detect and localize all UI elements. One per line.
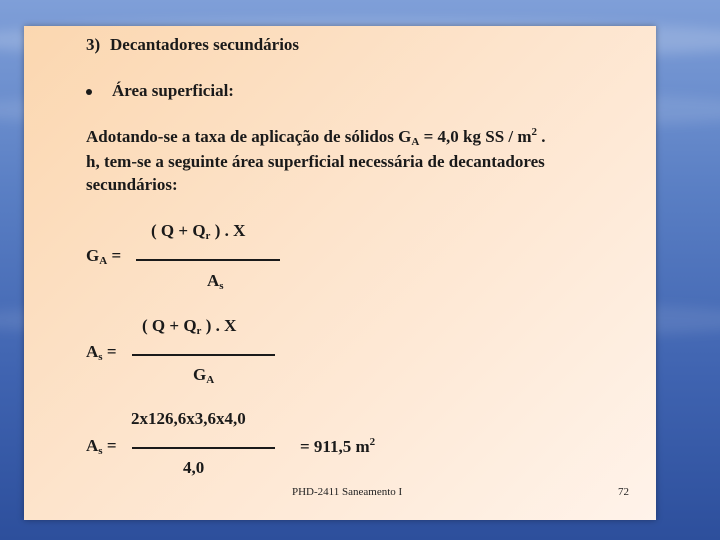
eq3-denominator: 4,0 xyxy=(183,458,205,477)
eq3-fraction-bar xyxy=(132,447,275,449)
eq2-fraction-bar xyxy=(132,354,275,356)
eq1-fraction-bar xyxy=(136,259,280,261)
eq2-denominator: $G_A$ xyxy=(193,365,215,386)
eq1-lhs: $G_A$ = xyxy=(86,246,122,267)
paragraph-line-3: secundários: xyxy=(86,175,178,194)
slide-panel xyxy=(24,26,656,520)
eq1-denominator: $A_s$ xyxy=(207,271,224,292)
bullet-icon xyxy=(86,89,92,95)
paragraph-line-1: Adotando-se a taxa de aplicação de sólidos $G_A = 4,0$ kg SS / $m^2$ . xyxy=(86,126,546,148)
paragraph-line-2: h, tem-se a seguinte área superficial necessária de decantadores xyxy=(86,152,545,171)
eq3-result: = 911,5 $m^2$ xyxy=(300,436,376,456)
footer-course: PHD-2411 Saneamento I xyxy=(292,486,403,498)
footer-page-number: 72 xyxy=(618,486,629,498)
slide-heading: Decantadores secundários xyxy=(110,35,300,54)
eq2-lhs: $A_s$ = xyxy=(86,342,117,363)
eq2-numerator: ( $Q + Q_r$ ) . X xyxy=(142,316,237,337)
eq3-lhs: $A_s$ = xyxy=(86,436,117,457)
eq3-numerator: 2x126,6x3,6x4,0 xyxy=(131,409,246,428)
eq1-numerator: ( $Q + Q_r$ ) . X xyxy=(151,221,246,242)
bullet-label: Área superficial: xyxy=(112,81,234,100)
heading-number: 3) xyxy=(86,35,101,54)
